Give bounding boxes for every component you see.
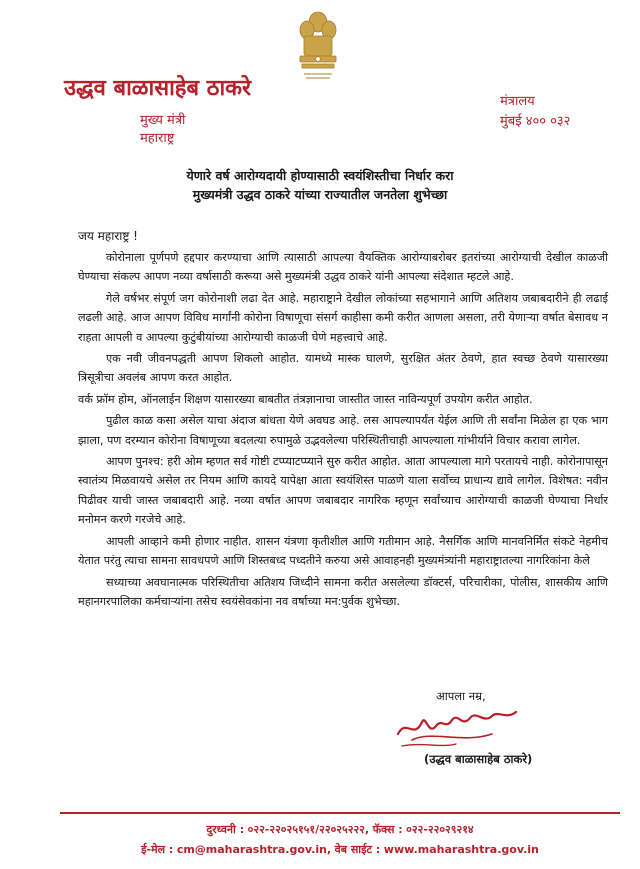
handwritten-signature: [392, 700, 532, 752]
paragraph: आपण पुनश्च: हरी ओम म्हणत सर्व गोष्टी टप्प्याटप्प्याने सुरु करीत आहोत. आता आपल्याला मागे परतायचे नाही. कोरोनापासून स्वातंत्र्य मिळवायचे असेल तर नियम आणि कायदे यापेक्षा आता स्वयंशिस्त पाळणे याला सर्वोच्च प्राधान्य द्यावे लागेल. विशेषत: नवीन पिढीवर याची जास्त जबाबदारी आहे. नव्या वर्षात आपण जबाबदार नागरिक म्हणून सर्वांच्याच आरोग्याची काळजी घेण्याचा निर्धार मनोमन करणे गरजेचे आहे.: [78, 455, 608, 527]
letter-body: [78, 248, 608, 613]
paragraph: आपली आव्हाने कमी होणार नाहीत. शासन यंत्रणा कृतीशील आणि गतीमान आहे. नैसर्गिक आणि मानवनिर्मित संकटे नेहमीच येतात परंतु त्याचा सामना सावधपणे आणि शिस्तबध्द पध्दतीने करुया असे आवाहनही मुख्यमंत्र्यांनी महाराष्ट्रातल्या नागरिकांना केले: [78, 534, 608, 568]
sender-role: [140, 112, 185, 148]
address-city: मुंबई ४०० ०३२: [500, 114, 571, 129]
letter-headline: [60, 166, 580, 204]
paragraph: गेले वर्षभर संपूर्ण जग कोरोनाशी लढा देत आहे. महाराष्ट्राने देखील लोकांच्या सहभागाने आणि अतिशय जबाबदारीने ही लढाई लढली आहे. आज आपण विविध मार्गांनी कोरोना विषाणूचा संसर्ग काहीसा कमी करीत आणला असला, तरी येणाऱ्या वर्षात बेसावध न राहता आपली व आपल्या कुटुंबीयांच्या आरोग्याची काळजी घेणे महत्त्वाचे आहे.: [78, 291, 608, 344]
headline-line-1: येणारे वर्ष आरोग्यदायी होण्यासाठी स्वयंशिस्तीचा निर्धार करा: [186, 168, 454, 183]
role-title: मुख्य मंत्री: [140, 113, 186, 128]
email-link[interactable]: cm@maharashtra.gov.in,: [176, 843, 332, 856]
closing: आपला नम्र,: [436, 689, 486, 703]
greeting: जय महाराष्ट्र !: [78, 229, 138, 243]
website-label: वेब साईट :: [334, 843, 381, 856]
footer-divider: [60, 812, 620, 814]
address-building: मंत्रालय: [500, 94, 535, 109]
office-address: [500, 92, 570, 132]
phone-label: दुरध्वनी :: [206, 823, 245, 836]
paragraph: एक नवी जीवनपद्धती आपण शिकलो आहोत. यामध्ये मास्क घालणे, सुरक्षित अंतर ठेवणे, हात स्वच्छ ठेवणे यासारख्या त्रिसूत्रीचा अवलंब आपण करत आहोत.: [78, 352, 608, 385]
signatory-name: (उद्धव बाळासाहेब ठाकरे): [424, 752, 533, 766]
footer-contact-line: [60, 820, 620, 840]
email-label: ई-मेल :: [141, 843, 174, 856]
paragraph: सध्याच्या अवघानात्मक परिस्थितीचा अतिशय जिध्दीने सामना करीत असलेल्या डॉक्टर्स, परिचारीका, पोलीस, शासकीय आणि महानगरपालिका कर्मचाऱ्यांना तसेच स्वयंसेवकांना नव वर्षाच्या मन:पुर्वक शुभेच्छा.: [78, 575, 608, 608]
paragraph: पुढील काळ कसा असेल याचा अंदाज बांधता येणे अवघड आहे. लस आपल्यापर्यंत येईल आणि ती सर्वांना मिळेल हा एक भाग झाला, पण दरम्यान कोरोना विषाणूच्या बदलत्या रुपामुळे उद्भवलेल्या परिस्थितीचाही आपल्याला गांभीर्याने विचार करावा लागेल.: [78, 414, 608, 447]
letter-footer: [60, 820, 620, 860]
paragraph: कोरोनाला पूर्णपणे हद्दपार करण्याचा आणि त्यासाठी आपल्या वैयक्तिक आरोग्याबरोबर इतरांच्या आरोग्याची देखील काळजी घेण्याचा संकल्प आपण नव्या वर्षासाठी करूया असे मुख्यमंत्री उद्धव ठाकरे यांनी आपल्या संदेशात म्हटले आहे.: [78, 251, 608, 284]
sender-name: उद्धव बाळासाहेब ठाकरे: [64, 76, 252, 101]
website-link[interactable]: www.maharashtra.gov.in: [383, 843, 539, 856]
phone-number: ०२२-२२०२५१५१/२२०२५२२२,: [247, 823, 370, 836]
fax-label: फॅक्स :: [372, 823, 403, 836]
fax-number: ०२२-२२०२९२१४: [406, 823, 474, 836]
state-emblem-icon: [290, 8, 346, 90]
footer-web-line: [60, 840, 620, 860]
role-state: महाराष्ट्र: [140, 131, 175, 146]
paragraph: वर्क फ्रॉम होम, ऑनलाईन शिक्षण यासारख्या बाबतीत तंत्रज्ञानाचा जास्तीत जास्त नाविन्यपूर्ण उपयोग करीत आहोत.: [78, 392, 533, 406]
headline-line-2: मुख्यमंत्री उद्धव ठाकरे यांच्या राज्यातील जनतेला शुभेच्छा: [192, 187, 448, 202]
